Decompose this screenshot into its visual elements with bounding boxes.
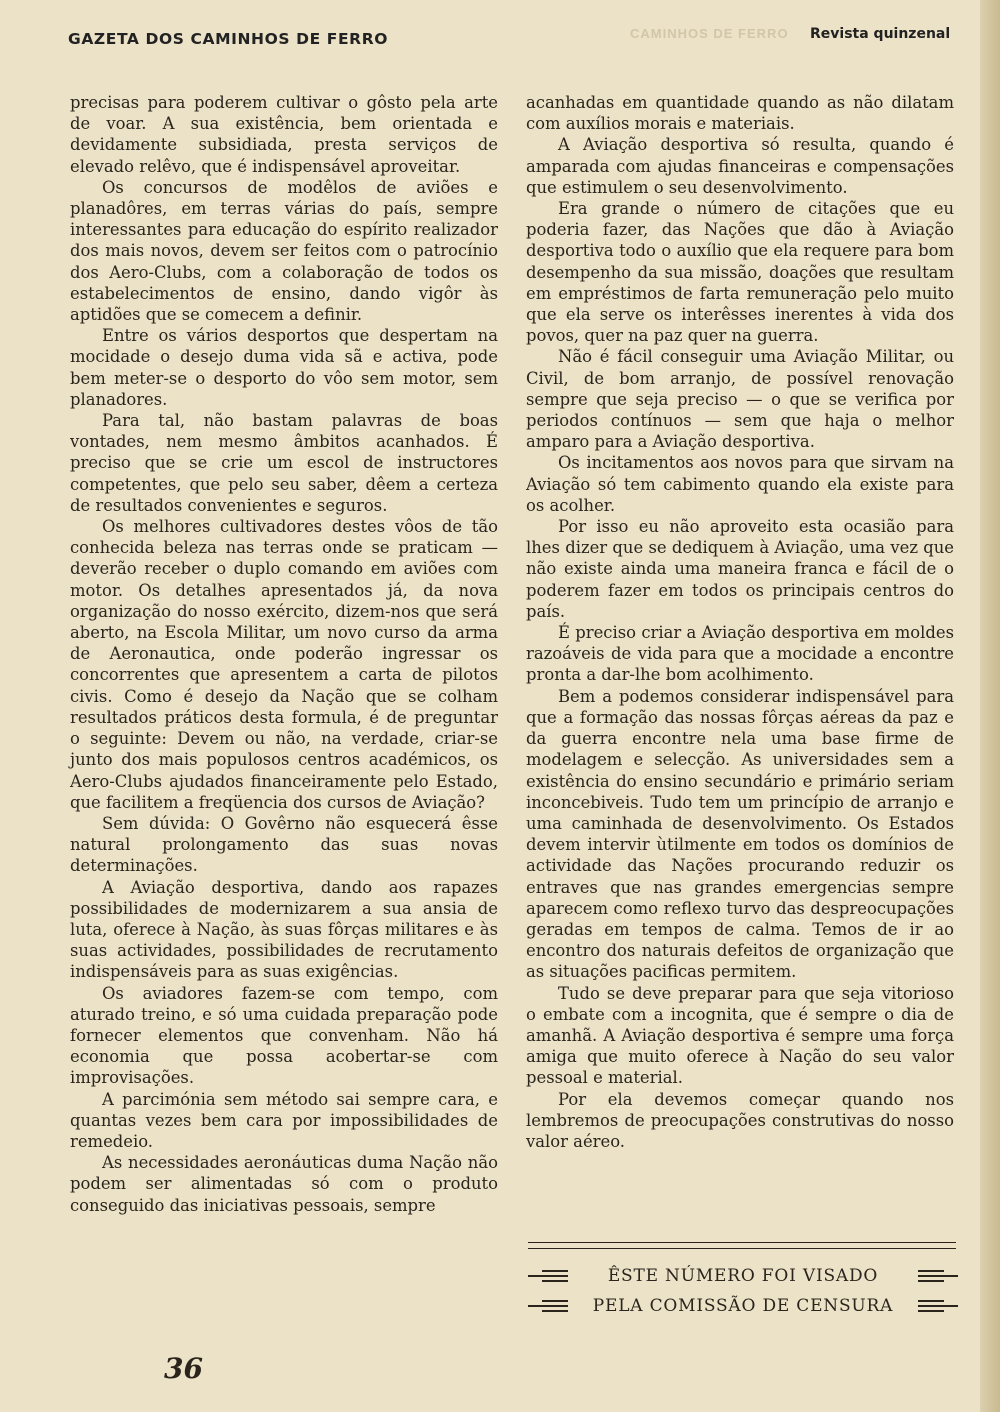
publication-subtitle: Revista quinzenal [810, 26, 951, 42]
publication-title: GAZETA DOS CAMINHOS DE FERRO [68, 30, 389, 48]
paragraph: Sem dúvida: O Govêrno não esquecerá êsse natural prolongamento das suas novas determinações. [70, 813, 498, 876]
page-edge [980, 0, 1000, 1412]
paragraph: As necessidades aeronáuticas duma Nação não podem ser alimentadas só com o produto conseguido das iniciativas pessoais, sempre [70, 1153, 498, 1215]
paragraph: Por ela devemos começar quando nos lembremos de preocupações construtivas do nosso valor aéreo. [526, 1089, 954, 1151]
ornament-bars-icon [528, 1300, 568, 1312]
page-number: 36 [164, 1352, 203, 1385]
paragraph: Por isso eu não aproveito esta ocasião para lhes dizer que se dediquem à Aviação, uma vez que não existe ainda uma maneira franca e fácil de o poderem fazer em todos os principais centros do país. [526, 517, 954, 621]
paragraph: Os aviadores fazem-se com tempo, com aturado treino, e só uma cuidada preparação pode fornecer elementos que convenham. Não há economia que possa acobertar-se com improvisações. [70, 983, 498, 1088]
paragraph: Para tal, não bastam palavras de boas vontades, nem mesmo âmbitos acanhados. É preciso que se crie um escol de instructores competentes, que pelo seu saber, dêem a certeza de resultados convenientes e seguros. [70, 411, 498, 515]
paragraph: acanhadas em quantidade quando as não dilatam com auxílios morais e materiais. [526, 93, 954, 134]
paragraph: Os incitamentos aos novos para que sirvam na Aviação só tem cabimento quando ela existe para os acolher. [526, 453, 954, 515]
paragraph: Era grande o número de citações que eu poderia fazer, das Nações que dão à Aviação desportiva todo o auxílio que ela requere para bom desempenho da sua missão, doações que resultam em empréstimos de farta remuneração pelo muito que ela serve os interêsses inerentes à vida dos povos, quer na paz quer na guerra. [526, 199, 954, 346]
censorship-notice-line [528, 1262, 958, 1290]
ornament-bars-icon [918, 1270, 958, 1282]
paragraph: A Aviação desportiva só resulta, quando é amparada com ajudas financeiras e compensações que estimulem o seu desenvolvimento. [526, 135, 954, 197]
ornament-bars-icon [528, 1270, 568, 1282]
paragraph: precisas para poderem cultivar o gôsto pela arte de voar. A sua existência, bem orientada e devidamente subsidiada, presta serviços de elevado relêvo, que é indispensável aproveitar. [70, 93, 498, 176]
paragraph: Bem a podemos considerar indispensável para que a formação das nossas fôrças aéreas da paz e da guerra encontre nela uma base firme de modelagem e selecção. As universidades sem a existência do ensino secundário e primário seriam inconcebiveis. Tudo tem um princípio de arranjo e uma caminhada de desenvolvimento. Os Estados devem intervir ùtilmente em todos os domínios de actividade das Nações procurando reduzir os entraves que nas grandes emergencias sempre aparecem como reflexo turvo das despreocupações geradas em tempos de calma. Temos de ir ao encontro dos naturais defeitos de organização que as situações pacificas permitem. [526, 686, 954, 982]
paragraph: Tudo se deve preparar para que seja vitorioso o embate com a incognita, que é sempre o dia de amanhã. A Aviação desportiva é sempre uma força amiga que muito oferece à Nação do seu valor pessoal e material. [526, 983, 954, 1088]
paragraph: Não é fácil conseguir uma Aviação Militar, ou Civil, de bom arranjo, de possível renovação sempre que seja preciso — o que se verifica por periodos contínuos — sem que haja o melhor amparo para a Aviação desportiva. [526, 347, 954, 452]
left-column [70, 92, 498, 1216]
paragraph: Os melhores cultivadores destes vôos de tão conhecida beleza nas terras onde se praticam — deverão receber o duplo comando em aviões com motor. Os detalhes apresentados já, da nova organização do nosso exército, dizem-nos que será aberto, na Escola Militar, um novo curso da arma de Aeronautica, onde poderão ingressar os concorrentes que apresentem a carta de pilotos civis. Como é desejo da Nação que se colham resultados práticos desta formula, é de preguntar o seguinte: Devem ou não, na verdade, criar-se junto dos mais populosos centros académicos, os Aero-Clubs ajudados financeiramente pelo Estado, que facilitem a freqüencia dos cursos de Aviação? [70, 517, 498, 812]
paragraph: É preciso criar a Aviação desportiva em moldes razoáveis de vida para que a mocidade a encontre pronta a dar-lhe bom acolhimento. [526, 623, 954, 685]
divider [528, 1248, 956, 1249]
censorship-notice-text: PELA COMISSÃO DE CENSURA [592, 1296, 894, 1316]
paragraph: Entre os vários desportos que despertam na mocidade o desejo duma vida sã e activa, pode bem meter-se o desporto do vôo sem motor, sem planadores. [70, 326, 498, 409]
right-column [526, 92, 954, 1152]
paragraph: A Aviação desportiva, dando aos rapazes possibilidades de modernizarem a sua ansia de luta, oferece à Nação, às suas fôrças militares e às suas actividades, possibilidades de recrutamento indispensáveis para as suas exigências. [70, 877, 498, 982]
paragraph: Os concursos de modêlos de aviões e planadôres, em terras várias do país, sempre interessantes para educação do espírito realizador dos mais novos, devem ser feitos com o patrocínio dos Aero-Clubs, com a colaboração de todos os estabelecimentos de ensino, dando vigôr às aptidões que se comecem a definir. [70, 177, 498, 325]
paragraph: A parcimónia sem método sai sempre cara, e quantas vezes bem cara por impossibilidades de remedeio. [70, 1089, 498, 1151]
bleed-through-text: CAMINHOS DE FERRO [630, 26, 789, 41]
ornament-bars-icon [918, 1300, 958, 1312]
censorship-notice-line [528, 1292, 958, 1320]
censorship-notice-text: ÊSTE NÚMERO FOI VISADO [607, 1266, 879, 1286]
divider [528, 1242, 956, 1243]
